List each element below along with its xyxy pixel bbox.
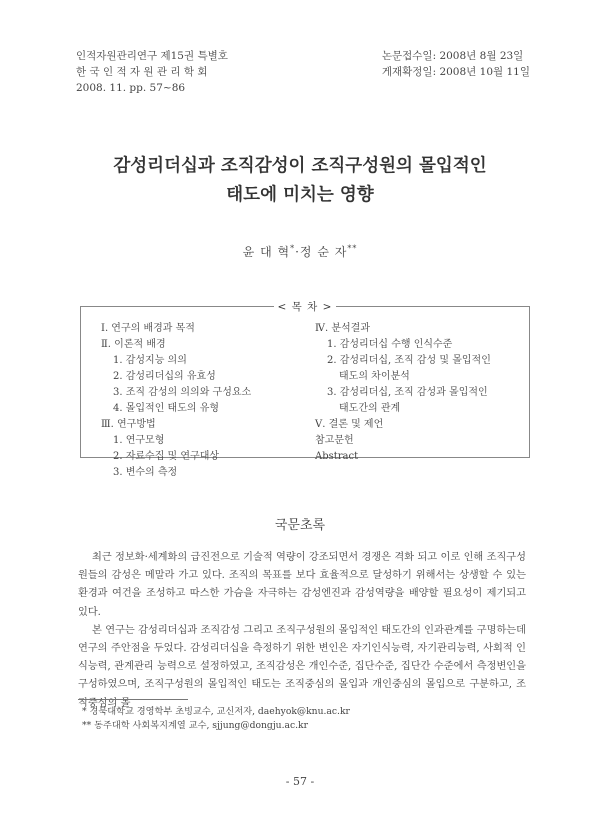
toc-heading: < 목 차 > bbox=[274, 301, 337, 313]
toc-item: 1. 감성리더십 수행 인식수준 bbox=[327, 339, 453, 350]
toc-item: 3. 감성리더십, 조직 감성과 몰입적인 bbox=[327, 387, 488, 398]
author-1-mark: * bbox=[290, 244, 296, 253]
abstract-title: 국문초록 bbox=[274, 518, 326, 533]
journal-info bbox=[76, 48, 228, 96]
toc-item: 태도의 차이분석 bbox=[339, 371, 410, 382]
footnotes bbox=[82, 705, 350, 733]
toc-right-column bbox=[315, 321, 491, 465]
toc-item: 참고문헌 bbox=[315, 435, 354, 446]
toc-item: 4. 몰입적인 태도의 유형 bbox=[113, 403, 220, 414]
issue-pages: 2008. 11. pp. 57~86 bbox=[76, 82, 186, 94]
toc-item: 2. 감성리더십, 조직 감성 및 몰입적인 bbox=[327, 355, 491, 366]
toc-item: Ⅳ. 분석결과 bbox=[315, 323, 370, 334]
toc-item: Ⅲ. 연구방법 bbox=[101, 419, 156, 430]
title-line-2: 태도에 미치는 영향 bbox=[226, 185, 374, 205]
journal-name: 인적자원관리연구 제15권 특별호 bbox=[76, 50, 228, 62]
author-separator: · bbox=[295, 245, 300, 259]
toc-item: 1. 감성지능 의의 bbox=[113, 355, 187, 366]
toc-item: Ⅰ. 연구의 배경과 목적 bbox=[101, 323, 195, 334]
toc-heading-wrap bbox=[81, 299, 529, 314]
toc-item: 3. 변수의 측정 bbox=[113, 467, 178, 478]
toc-item: Ⅱ. 이론적 배경 bbox=[101, 339, 166, 350]
toc-item: 2. 자료수집 및 연구대상 bbox=[113, 451, 220, 462]
footnote-2: ** 동주대학 사회복지계열 교수, sjjung@dongju.ac.kr bbox=[82, 720, 309, 731]
page-number: - 57 - bbox=[285, 775, 315, 788]
toc-item: 2. 감성리더십의 유효성 bbox=[113, 371, 216, 382]
toc-left-column bbox=[101, 321, 251, 481]
abstract-paragraph-2: 본 연구는 감성리더십과 조직감성 그리고 조직구성원의 몰입적인 태도간의 인과관계를 구명하는데 연구의 주안점을 두었다. 감성리더십을 측정하기 위한 변인은 자기인식능력, 자기관리능력, 사회적 인식능력, 관계관리 능력으로 설정하였고, 조직감성은 개인수준, 집단수준, 집단간 수준에서 측정변인을 구성하였으며, 조직구성원의 몰입적인 태도는 조직중심의 몰입과 개인중심의 몰입으로 구분하고, 조직중심의 몰 bbox=[78, 624, 526, 709]
received-date: 논문접수일: 2008년 8월 23일 bbox=[381, 50, 524, 62]
author-1: 윤 대 혁 bbox=[242, 245, 291, 259]
toc-item: Ⅴ. 결론 및 제언 bbox=[315, 419, 384, 430]
author-2-mark: ** bbox=[347, 244, 358, 253]
table-of-contents bbox=[80, 301, 530, 478]
footnote-1: * 경북대학교 경영학부 초빙교수, 교신저자, daehyok@knu.ac.kr bbox=[82, 706, 350, 717]
author-line bbox=[0, 243, 600, 260]
toc-item: Abstract bbox=[315, 451, 359, 462]
paper-title bbox=[0, 152, 600, 210]
toc-item: 3. 조직 감성의 의의와 구성요소 bbox=[113, 387, 252, 398]
toc-item: 태도간의 관계 bbox=[339, 403, 401, 414]
submission-dates bbox=[382, 48, 530, 80]
society-name: 한 국 인 적 자 원 관 리 학 회 bbox=[76, 66, 208, 78]
author-2: 정 순 자 bbox=[299, 245, 348, 259]
abstract-paragraph-1: 최근 정보화·세계화의 급진전으로 기술적 역량이 강조되면서 경쟁은 격화 되고 이로 인해 조직구성원들의 감성은 메말라 가고 있다. 조직의 목표를 보다 효율적으로 달성하기 위해서는 상생할 수 있는 환경과 여건을 조성하고 따스한 가슴을 자극하는 감성엔진과 감성역량을 배양할 필요성이 제기되고 있다. bbox=[78, 552, 526, 618]
accepted-date: 게재확정일: 2008년 10월 11일 bbox=[381, 66, 530, 78]
footnote-divider bbox=[78, 699, 188, 700]
toc-item: 1. 연구모형 bbox=[113, 435, 165, 446]
abstract-body bbox=[78, 549, 526, 713]
title-line-1: 감성리더십과 조직감성이 조직구성원의 몰입적인 bbox=[113, 156, 487, 176]
